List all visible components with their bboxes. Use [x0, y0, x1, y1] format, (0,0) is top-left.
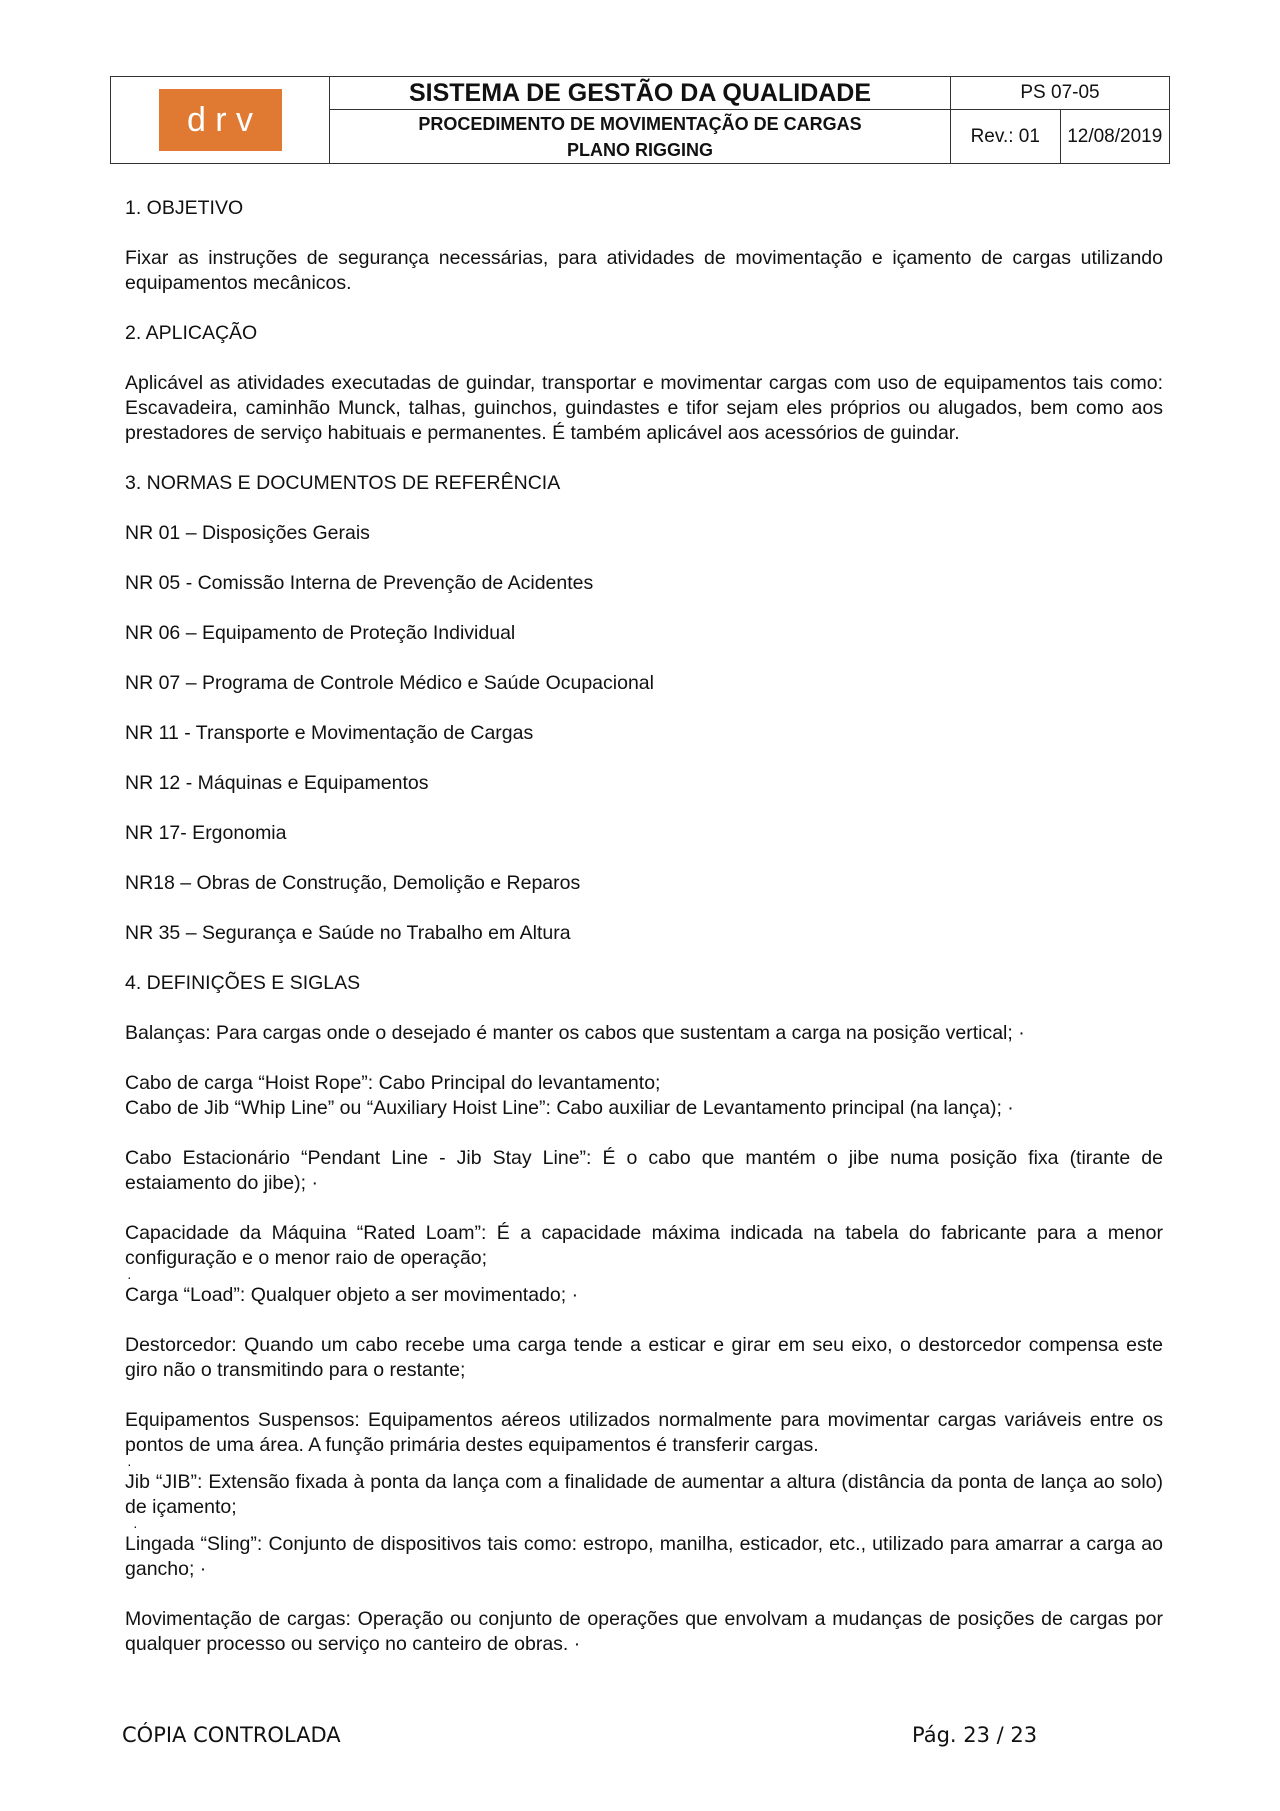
logo-cell: [111, 77, 330, 164]
company-logo: [159, 89, 282, 151]
definition-movimentacao-cargas: Movimentação de cargas: Operação ou conjunto de operações que envolvam a mudanças de posições de cargas por qualquer processo ou serviço no canteiro de obras. ·: [125, 1608, 1163, 1655]
logo-text: d r v: [186, 101, 254, 139]
page-number: Pág. 23 / 23: [912, 1723, 1038, 1747]
procedure-title-line2: PLANO RIGGING: [566, 139, 713, 160]
norma-item: NR 01 – Disposições Gerais: [125, 522, 370, 544]
section-heading-definicoes: 4. DEFINIÇÕES E SIGLAS: [125, 972, 361, 994]
norma-item: NR 17- Ergonomia: [125, 822, 287, 844]
revision-number: Rev.: 01: [951, 110, 1061, 164]
document-header: [110, 76, 1170, 164]
definition-pendant-line: Cabo Estacionário “Pendant Line - Jib Stay Line”: É o cabo que mantém o jibe numa posição fixa (tirante de estaiamento do jibe); ·: [125, 1147, 1163, 1194]
document-code: PS 07-05: [951, 77, 1170, 110]
definition-equipamentos-suspensos: Equipamentos Suspensos: Equipamentos aéreos utilizados normalmente para movimentar cargas variáveis entre os pontos de uma área. A função primária destes equipamentos é transferir cargas.: [125, 1409, 1163, 1456]
definition-jib: Jib “JIB”: Extensão fixada à ponta da lança com a finalidade de aumentar a altura (distância da ponta de lança ao solo) de içamento;: [125, 1471, 1163, 1518]
bullet-dot: ·: [127, 1269, 132, 1285]
document-body: [125, 196, 1163, 1657]
definition-hoist-rope: Cabo de carga “Hoist Rope”: Cabo Principal do levantamento;: [125, 1072, 661, 1094]
norma-item: NR 12 - Máquinas e Equipamentos: [125, 772, 429, 794]
norma-item: NR 11 - Transporte e Movimentação de Cargas: [125, 722, 534, 744]
definition-whip-line: Cabo de Jib “Whip Line” ou “Auxiliary Hoist Line”: Cabo auxiliar de Levantamento principal (na lança); ·: [125, 1097, 1014, 1119]
definition-balancas: Balanças: Para cargas onde o desejado é manter os cabos que sustentam a carga na posição vertical; ·: [125, 1022, 1025, 1044]
norma-item: NR 35 – Segurança e Saúde no Trabalho em Altura: [125, 922, 571, 944]
section-heading-objetivo: 1. OBJETIVO: [125, 197, 244, 219]
controlled-copy-label: CÓPIA CONTROLADA: [122, 1723, 341, 1747]
aplicacao-text: Aplicável as atividades executadas de guindar, transportar e movimentar cargas com uso de equipamentos tais como: Escavadeira, caminhão Munck, talhas, guinchos, guindastes e tifor sejam eles próprios ou alugados, bem como aos prestadores de serviço habituais e permanentes. É também aplicável aos acessórios de guindar.: [125, 372, 1163, 444]
section-heading-normas: 3. NORMAS E DOCUMENTOS DE REFERÊNCIA: [125, 472, 561, 494]
norma-item: NR18 – Obras de Construção, Demolição e Reparos: [125, 872, 581, 894]
definition-rated-load: Capacidade da Máquina “Rated Loam”: É a capacidade máxima indicada na tabela do fabricante para a menor configuração e o menor raio de operação;: [125, 1222, 1163, 1269]
definition-sling: Lingada “Sling”: Conjunto de dispositivos tais como: estropo, manilha, esticador, etc., utilizado para amarrar a carga ao gancho; ·: [125, 1533, 1163, 1580]
objetivo-text: Fixar as instruções de segurança necessárias, para atividades de movimentação e içamento de cargas utilizando equipamentos mecânicos.: [125, 247, 1163, 294]
revision-date: 12/08/2019: [1060, 110, 1170, 164]
procedure-title-line1: PROCEDIMENTO DE MOVIMENTAÇÃO DE CARGAS: [418, 113, 862, 134]
section-heading-aplicacao: 2. APLICAÇÃO: [125, 322, 258, 344]
definition-load: Carga “Load”: Qualquer objeto a ser movimentado; ·: [125, 1284, 579, 1306]
bullet-dot: ·: [133, 1518, 138, 1534]
norma-item: NR 05 - Comissão Interna de Prevenção de Acidentes: [125, 572, 594, 594]
definition-destorcedor: Destorcedor: Quando um cabo recebe uma carga tende a esticar e girar em seu eixo, o destorcedor compensa este giro não o transmitindo para o restante;: [125, 1334, 1163, 1381]
document-system-title: SISTEMA DE GESTÃO DA QUALIDADE: [330, 77, 951, 110]
procedure-title: [330, 110, 951, 164]
bullet-dot: ·: [127, 1456, 132, 1472]
norma-item: NR 07 – Programa de Controle Médico e Saúde Ocupacional: [125, 672, 654, 694]
norma-item: NR 06 – Equipamento de Proteção Individual: [125, 622, 516, 644]
